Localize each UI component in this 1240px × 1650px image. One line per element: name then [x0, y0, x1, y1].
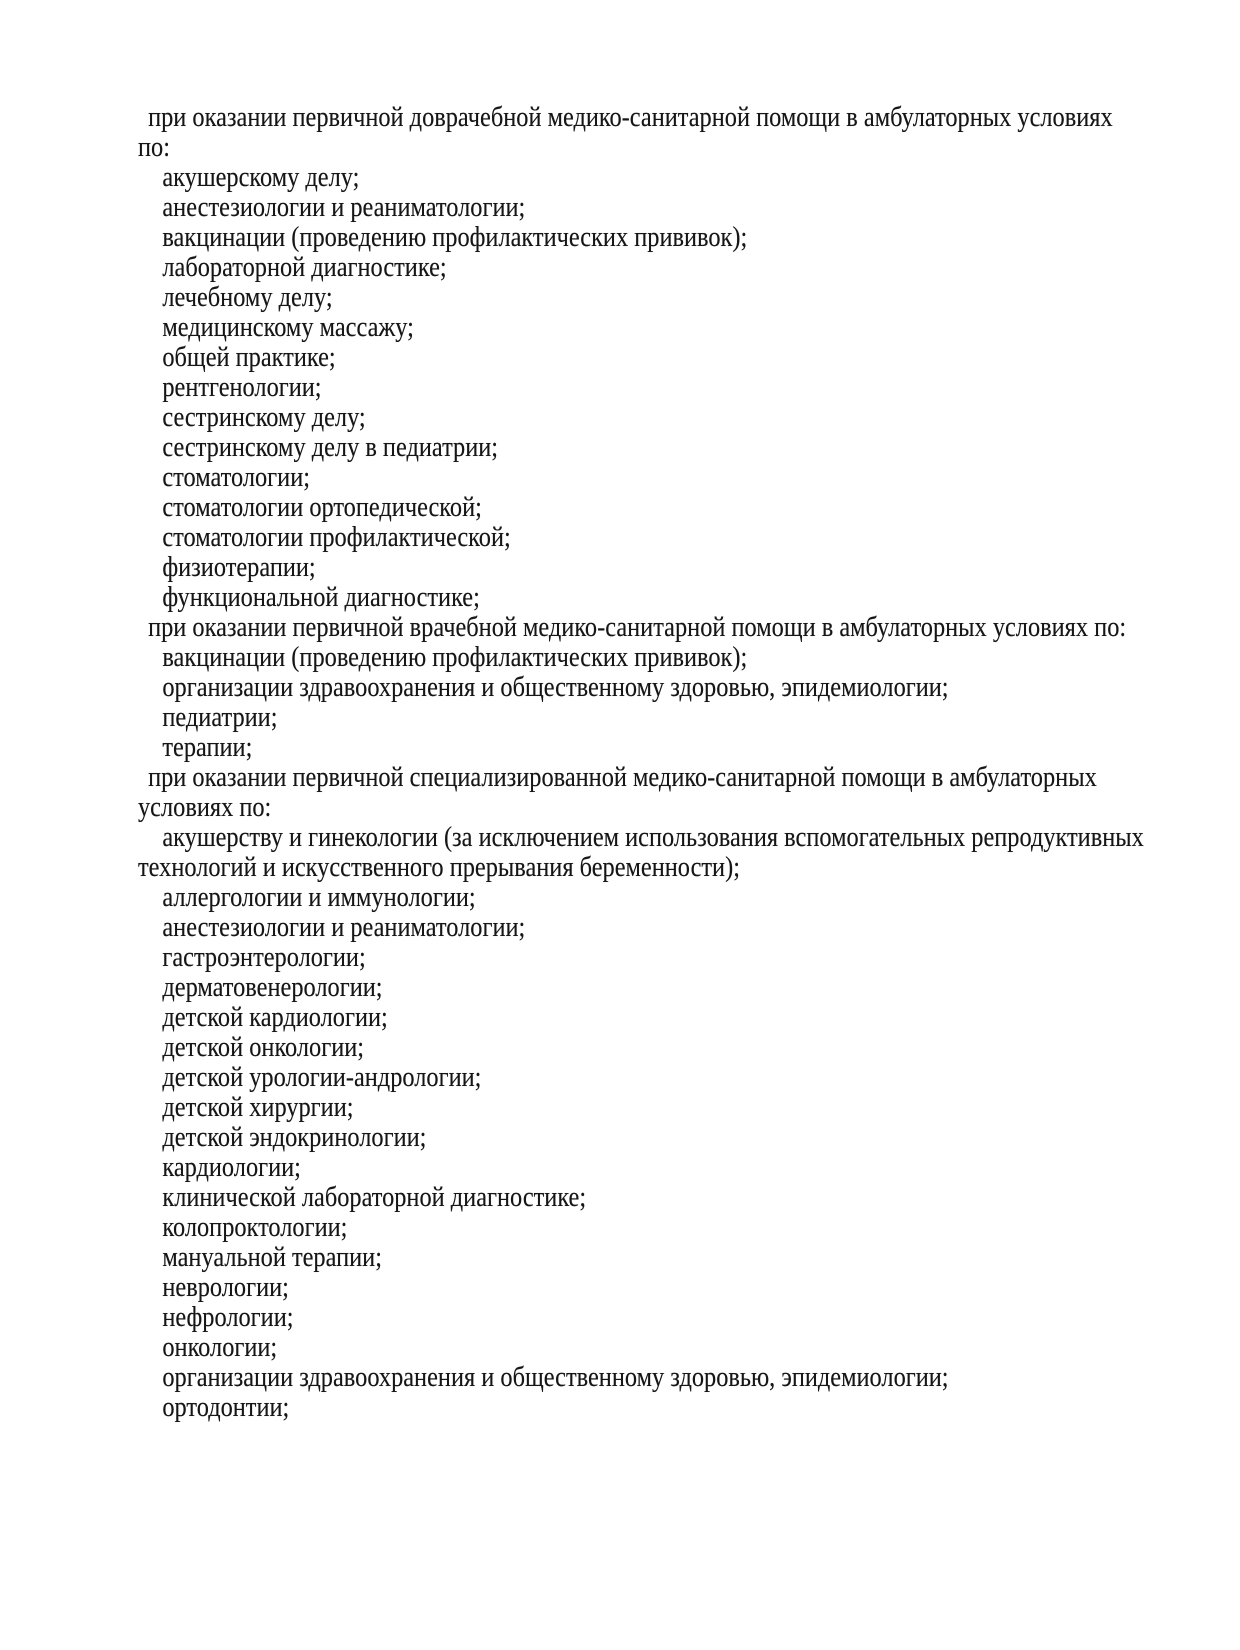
document-line: лечебному делу;	[162, 281, 333, 313]
document-line: сестринскому делу;	[162, 401, 366, 433]
document-line: клинической лабораторной диагностике;	[162, 1181, 587, 1213]
document-line: стоматологии ортопедической;	[162, 491, 482, 523]
document-line: вакцинации (проведению профилактических прививок);	[162, 641, 748, 673]
document-line: при оказании первичной специализированной медико-санитарной помощи в амбулаторных	[148, 761, 1097, 793]
document-line: общей практике;	[162, 341, 336, 373]
document-line: лабораторной диагностике;	[162, 251, 447, 283]
document-line: колопроктологии;	[162, 1211, 348, 1243]
document-line: анестезиологии и реаниматологии;	[162, 911, 526, 943]
document-line: медицинскому массажу;	[162, 311, 414, 343]
document-line: онкологии;	[162, 1331, 278, 1363]
document-line: мануальной терапии;	[162, 1241, 382, 1273]
document-line: анестезиологии и реаниматологии;	[162, 191, 526, 223]
document-line: рентгенологии;	[162, 371, 322, 403]
document-line: организации здравоохранения и общественному здоровью, эпидемиологии;	[162, 1361, 949, 1393]
document-line: по:	[138, 131, 170, 163]
document-line: вакцинации (проведению профилактических прививок);	[162, 221, 748, 253]
document-line: физиотерапии;	[162, 551, 316, 583]
document-text	[138, 102, 1240, 1422]
document-line: акушерскому делу;	[162, 161, 360, 193]
document-line: при оказании первичной врачебной медико-санитарной помощи в амбулаторных условиях по:	[148, 611, 1127, 643]
document-line: детской онкологии;	[162, 1031, 365, 1063]
document-line: детской хирургии;	[162, 1091, 354, 1123]
document-line: неврологии;	[162, 1271, 289, 1303]
document-line: стоматологии профилактической;	[162, 521, 511, 553]
document-line: условиях по:	[138, 791, 272, 823]
document-line: педиатрии;	[162, 701, 278, 733]
document-line: при оказании первичной доврачебной медико-санитарной помощи в амбулаторных условиях	[148, 101, 1113, 133]
document-line: аллергологии и иммунологии;	[162, 881, 476, 913]
document-line: сестринскому делу в педиатрии;	[162, 431, 499, 463]
document-line: гастроэнтерологии;	[162, 941, 366, 973]
document-line: нефрологии;	[162, 1301, 294, 1333]
document-line: терапии;	[162, 731, 253, 763]
document-line: детской кардиологии;	[162, 1001, 388, 1033]
document-line: акушерству и гинекологии (за исключением использования вспомогательных репродуктивных	[162, 821, 1144, 853]
document-line: технологий и искусственного прерывания беременности);	[138, 851, 740, 883]
document-line: детской эндокринологии;	[162, 1121, 427, 1153]
document-line: стоматологии;	[162, 461, 311, 493]
document-line: кардиологии;	[162, 1151, 301, 1183]
document-line: дерматовенерологии;	[162, 971, 383, 1003]
document-line: ортодонтии;	[162, 1391, 290, 1423]
document-line: организации здравоохранения и общественному здоровью, эпидемиологии;	[162, 671, 949, 703]
document-line: функциональной диагностике;	[162, 581, 480, 613]
document-line: детской урологии-андрологии;	[162, 1061, 482, 1093]
